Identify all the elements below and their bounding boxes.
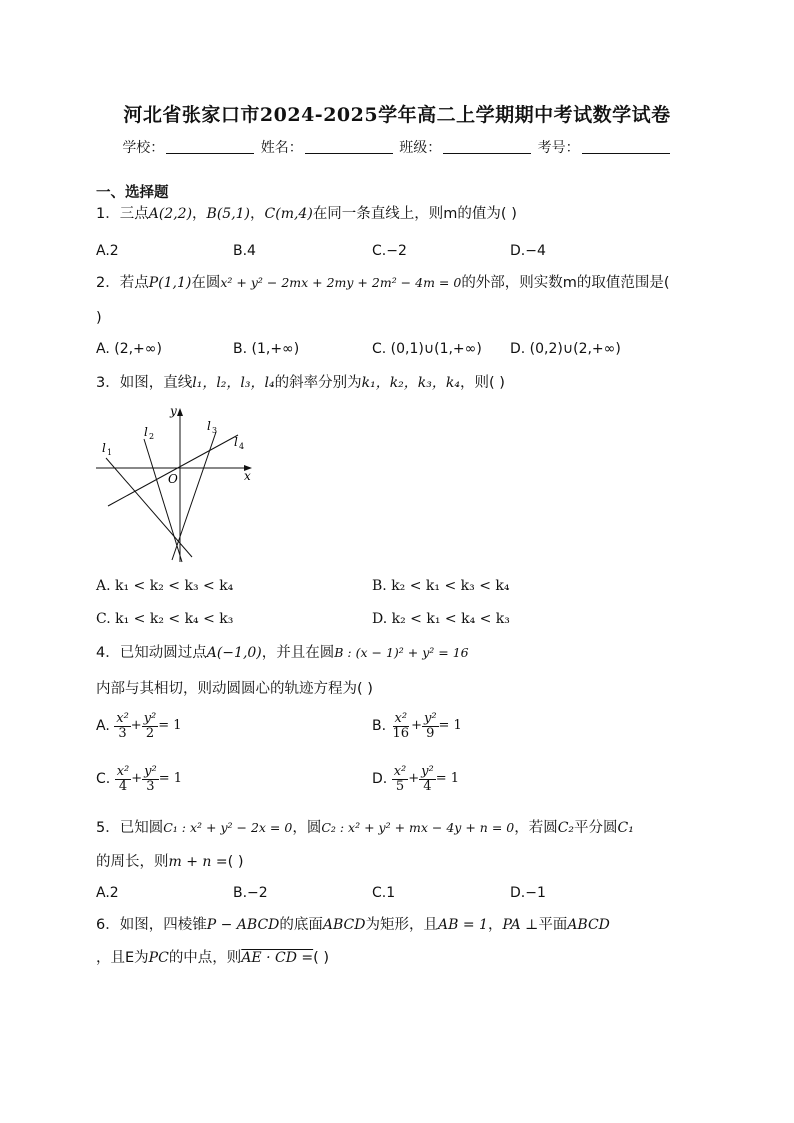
school-label: 学校： (122, 140, 165, 156)
y-label: y (170, 404, 177, 418)
id-blank[interactable] (582, 153, 670, 154)
q6-dot-product: AE · CD = (241, 950, 314, 966)
q4-d-num-x: x² (393, 764, 407, 779)
q2-option-d[interactable]: D. (0,2)∪(2,+∞) (510, 341, 621, 357)
q1-option-d[interactable]: D.−4 (510, 243, 546, 259)
q2-mid: 在圆 (191, 275, 221, 291)
q4-option-c[interactable] (96, 765, 182, 793)
q4-c-den-y: 3 (146, 778, 155, 794)
q4-d-num-y: y² (421, 764, 434, 779)
q4-d-den-y: 4 (423, 778, 432, 794)
q4-a-rhs: = 1 (158, 718, 182, 734)
q4-b-den-x: 16 (392, 725, 410, 741)
line-l3 (172, 432, 216, 560)
q5-tail: ，若圆 (514, 820, 558, 836)
q4-mid: ，并且在圆 (261, 645, 335, 661)
l1-label: l (102, 441, 106, 455)
q6-line2-paren: ( ) (313, 950, 330, 966)
q3-tail: ，则( ) (459, 375, 505, 391)
q4-point: A(−1,0) (206, 645, 262, 661)
q5-option-c[interactable]: C.1 (372, 885, 396, 901)
q6-pc: PC (148, 950, 169, 966)
q3-stem (96, 373, 505, 393)
q6-solid: P − ABCD (206, 917, 280, 933)
q4-a-label: A. (96, 718, 110, 735)
q2-circle: x² + y² − 2mx + 2my + 2m² − 4m = 0 (220, 275, 462, 290)
q4-a-den-y: 2 (145, 725, 155, 741)
q4-c-num-y: y² (144, 764, 157, 779)
q1-option-a[interactable]: A.2 (96, 243, 119, 259)
q5-stem-line2 (96, 852, 244, 872)
q6-text: 6．如图，四棱锥 (96, 917, 207, 933)
q6-line2-text: ，且E为 (96, 950, 149, 966)
q4-option-b[interactable] (372, 712, 462, 740)
line-l2 (144, 439, 182, 562)
class-blank[interactable] (443, 153, 531, 154)
q3-mid: 的斜率分别为 (274, 375, 362, 391)
q6-pa-perp: PA ⊥ (502, 917, 539, 933)
q4-a-frac-y (142, 712, 159, 740)
q4-stem (96, 643, 469, 663)
q3-option-d[interactable]: D. k₂ < k₁ < k₄ < k₃ (372, 611, 510, 627)
q1-sep-2: ， (250, 206, 265, 222)
q1-option-b[interactable]: B.4 (233, 243, 256, 259)
q2-stem (96, 273, 670, 293)
q4-text: 4．已知动圆过点 (96, 645, 207, 661)
l3-sub: 3 (212, 426, 218, 435)
q2-option-a[interactable]: A. (2,+∞) (96, 341, 162, 357)
q6-sep: ， (487, 917, 503, 933)
x-label: x (244, 469, 251, 483)
q5-line2-text: 的周长，则 (96, 854, 169, 870)
q4-b-num-y: y² (423, 711, 437, 726)
q1-tail: 在同一条直线上，则m的值为( ) (312, 206, 517, 222)
q4-d-frac-x (392, 765, 409, 793)
name-label: 姓名： (260, 140, 303, 156)
q6-stem-line2 (96, 948, 329, 968)
q4-stem-line2: 内部与其相切，则动圆圆心的轨迹方程为( ) (96, 681, 373, 697)
q4-circle: B : (x − 1)² + y² = 16 (334, 645, 469, 660)
y-axis-arrow (177, 408, 183, 416)
q4-c-frac-y (142, 765, 159, 793)
q4-c-frac-x (115, 765, 132, 793)
q2-tail: 的外部，则实数m的取值范围是( (461, 275, 670, 291)
l3-label: l (207, 419, 211, 433)
q5-circle-c2: C₂ : x² + y² + mx − 4y + n = 0 (321, 820, 515, 835)
q5-tail2: 平分圆 (574, 820, 618, 836)
q4-b-frac-x (391, 712, 412, 740)
line-l1 (106, 458, 192, 557)
q4-c-rhs: = 1 (158, 771, 182, 787)
q5-c2-ref: C₂ (557, 820, 575, 836)
q4-d-frac-y (419, 765, 436, 793)
q4-b-plus: + (411, 718, 422, 734)
q1-sep-1: ， (192, 206, 207, 222)
q3-option-b[interactable]: B. k₂ < k₁ < k₃ < k₄ (372, 578, 510, 594)
q4-b-num-x: x² (394, 711, 408, 726)
q4-option-a[interactable] (96, 712, 182, 740)
id-label: 考号： (537, 140, 580, 156)
q4-d-plus: + (408, 771, 420, 787)
q1-point-a: A(2,2) (148, 206, 193, 222)
q4-b-den-y: 9 (426, 725, 435, 741)
q3-lines: l₁，l₂，l₃，l₄ (192, 375, 275, 391)
q4-d-label: D. (372, 771, 388, 788)
q1-text: 1．三点 (96, 206, 149, 222)
q3-text: 3．如图，直线 (96, 375, 193, 391)
q4-c-plus: + (131, 771, 143, 787)
name-blank[interactable] (305, 153, 393, 154)
q6-stem (96, 915, 610, 935)
q4-c-den-x: 4 (118, 778, 128, 794)
q1-stem (96, 204, 517, 224)
q6-line2-mid: 的中点，则 (168, 950, 242, 966)
l2-sub: 2 (149, 432, 155, 441)
student-info (0, 137, 794, 157)
q6-mid2: 为矩形，且 (365, 917, 438, 933)
q5-option-a[interactable]: A.2 (96, 885, 119, 901)
q4-c-num-x: x² (116, 764, 130, 779)
q5-expr: m + n = (168, 854, 228, 870)
q2-stem-line2: ) (96, 310, 102, 326)
q1-point-b: B(5,1) (206, 206, 251, 222)
q2-option-b[interactable]: B. (1,+∞) (233, 341, 300, 357)
q4-b-frac-y (422, 712, 439, 740)
q4-b-rhs: = 1 (438, 718, 462, 734)
q2-option-c[interactable]: C. (0,1)∪(1,+∞) (372, 341, 482, 357)
origin-label: O (168, 472, 178, 486)
q4-a-plus: + (130, 718, 142, 734)
q5-option-b[interactable]: B.−2 (233, 885, 268, 901)
q6-base: ABCD (322, 917, 366, 933)
q4-option-d[interactable] (372, 765, 459, 793)
q4-c-label: C. (96, 771, 111, 788)
q6-mid3: 平面 (538, 917, 568, 933)
q4-d-rhs: = 1 (435, 771, 459, 787)
q4-b-label: B. (372, 718, 387, 735)
school-blank[interactable] (166, 153, 254, 154)
q3-figure (92, 402, 262, 567)
section-heading: 一、选择题 (96, 185, 169, 201)
q4-a-num-x: x² (116, 711, 129, 726)
class-label: 班级： (399, 140, 442, 156)
l2-label: l (144, 425, 148, 439)
q5-text: 5．已知圆 (96, 820, 164, 836)
q6-plane: ABCD (567, 917, 610, 933)
line-l4 (108, 435, 238, 506)
q5-option-d[interactable]: D.−1 (510, 885, 546, 901)
q6-ab: AB = 1 (438, 917, 488, 933)
q3-option-c[interactable]: C. k₁ < k₂ < k₄ < k₃ (96, 611, 234, 627)
l4-label: l (234, 435, 238, 449)
q6-mid1: 的底面 (279, 917, 323, 933)
q1-point-c: C(m,4) (264, 206, 313, 222)
q2-point: P(1,1) (148, 275, 192, 291)
q5-circle-c1: C₁ : x² + y² − 2x = 0 (163, 820, 293, 835)
l1-sub: 1 (107, 448, 113, 457)
q5-mid: ，圆 (292, 820, 322, 836)
exam-title: 河北省张家口市2024-2025学年高二上学期期中考试数学试卷 (123, 104, 671, 126)
q5-line2-paren: ( ) (227, 854, 244, 870)
q4-a-frac-x (114, 712, 131, 740)
q4-d-den-x: 5 (395, 778, 405, 794)
q4-a-den-x: 3 (118, 725, 127, 741)
l4-sub: 4 (239, 442, 245, 451)
q5-stem (96, 818, 634, 838)
q4-a-num-y: y² (143, 711, 157, 726)
q5-c1-ref: C₁ (617, 820, 634, 836)
q3-slopes: k₁，k₂，k₃，k₄ (361, 375, 460, 391)
q1-option-c[interactable]: C.−2 (372, 243, 407, 259)
q2-text: 2．若点 (96, 275, 149, 291)
q3-option-a[interactable]: A. k₁ < k₂ < k₃ < k₄ (96, 578, 234, 594)
